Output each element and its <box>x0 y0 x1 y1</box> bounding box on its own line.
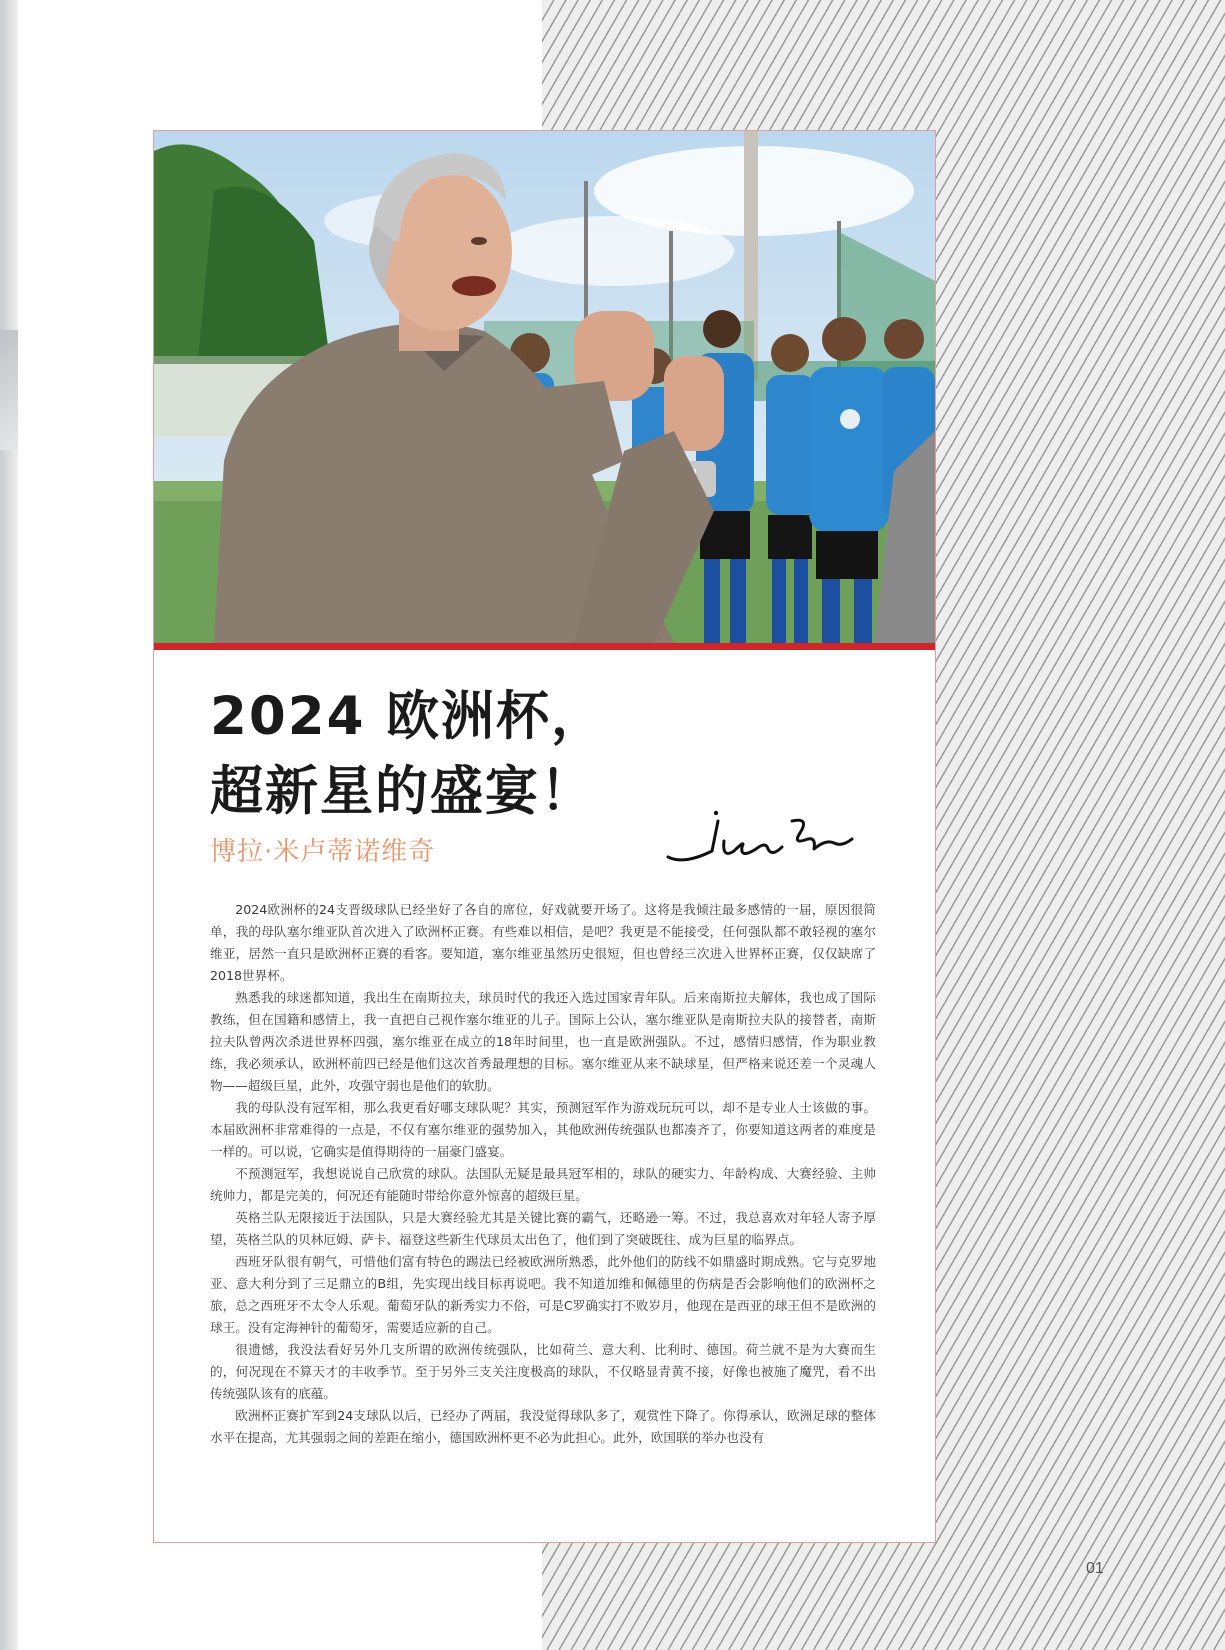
paragraph: 很遗憾，我没法看好另外几支所谓的欧洲传统强队，比如荷兰、意大利、比利时、德国。荷兰就不是为大赛而生的，何况现在不算天才的丰收季节。至于另外三支关注度极高的球队，不仅略显青黄不接，好像也被施了魔咒，看不出传统强队该有的底蕴。 <box>210 1342 876 1401</box>
title-line-1: 2024 欧洲杯， <box>210 686 606 747</box>
article-card <box>153 130 936 1543</box>
paragraph: 2024欧洲杯的24支晋级球队已经坐好了各自的席位，好戏就要开场了。这将是我倾注最多感情的一届，原因很简单，我的母队塞尔维亚队首次进入了欧洲杯正赛。有些难以相信，是吧？我更是不能接受，任何强队都不敢轻视的塞尔维亚，居然一直只是欧洲杯正赛的看客。要知道，塞尔维亚虽然历史很短，但也曾经三次进入世界杯正赛，仅仅缺席了2018世界杯。 <box>210 902 876 983</box>
page-number: 01 <box>1086 1560 1104 1577</box>
paragraph: 欧洲杯正赛扩军到24支球队以后，已经办了两届，我没觉得球队多了，观赏性下降了。你得承认，欧洲足球的整体水平在提高，尤其强弱之间的差距在缩小，德国欧洲杯更不必为此担心。此外，欧国联的举办也没有 <box>210 1408 876 1445</box>
paragraph: 熟悉我的球迷都知道，我出生在南斯拉夫，球员时代的我还入选过国家青年队。后来南斯拉夫解体，我也成了国际教练，但在国籍和感情上，我一直把自己视作塞尔维亚的儿子。国际上公认，塞尔维亚队是南斯拉夫队的接替者，南斯拉夫队曾两次杀进世界杯四强，塞尔维亚在成立的18年时间里，也一直是欧洲强队。不过，感情归感情，作为职业教练，我必须承认，欧洲杯前四已经是他们这次首秀最理想的目标。塞尔维亚从来不缺球星，但严格来说还差一个灵魂人物——超级巨星，此外，攻强守弱也是他们的软肋。 <box>210 990 876 1093</box>
paragraph: 英格兰队无限接近于法国队，只是大赛经验尤其是关键比赛的霸气，还略逊一筹。不过，我总喜欢对年轻人寄予厚望，英格兰队的贝林厄姆、萨卡、福登这些新生代球员太出色了，他们到了突破既往、成为巨星的临界点。 <box>210 1210 876 1247</box>
author-name: 博拉·米卢蒂诺维奇 <box>210 837 436 867</box>
left-edge-strip <box>0 0 18 1650</box>
paragraph: 我的母队没有冠军相，那么我更看好哪支球队呢？其实，预测冠军作为游戏玩玩可以，却不是专业人士该做的事。本届欧洲杯非常难得的一点是，不仅有塞尔维亚的强势加入，其他欧洲传统强队也都凑齐了，你要知道这两者的难度是一样的。可以说，它确实是值得期待的一届豪门盛宴。 <box>210 1100 876 1159</box>
article-body <box>210 899 876 1449</box>
accent-red-rule <box>154 643 935 650</box>
paragraph: 西班牙队很有朝气，可惜他们富有特色的踢法已经被欧洲所熟悉，此外他们的防线不如鼎盛时期成熟。它与克罗地亚、意大利分到了三足鼎立的B组，先实现出线目标再说吧。我不知道加维和佩德里的伤病是否会影响他们的欧洲杯之旅，总之西班牙不太令人乐观。葡萄牙队的新秀实力不俗，可是C罗确实打不败岁月，他现在是西亚的球王但不是欧洲的球王。没有定海神针的葡萄牙，需要适应新的自己。 <box>210 1254 876 1335</box>
title-line-2: 超新星的盛宴！ <box>210 761 595 822</box>
article-photo <box>154 131 935 643</box>
author-signature <box>664 799 864 879</box>
paragraph: 不预测冠军，我想说说自己欣赏的球队。法国队无疑是最具冠军相的，球队的硬实力、年龄构成、大赛经验、主帅统帅力，都是完美的，何况还有能随时带给你意外惊喜的超级巨星。 <box>210 1166 876 1203</box>
